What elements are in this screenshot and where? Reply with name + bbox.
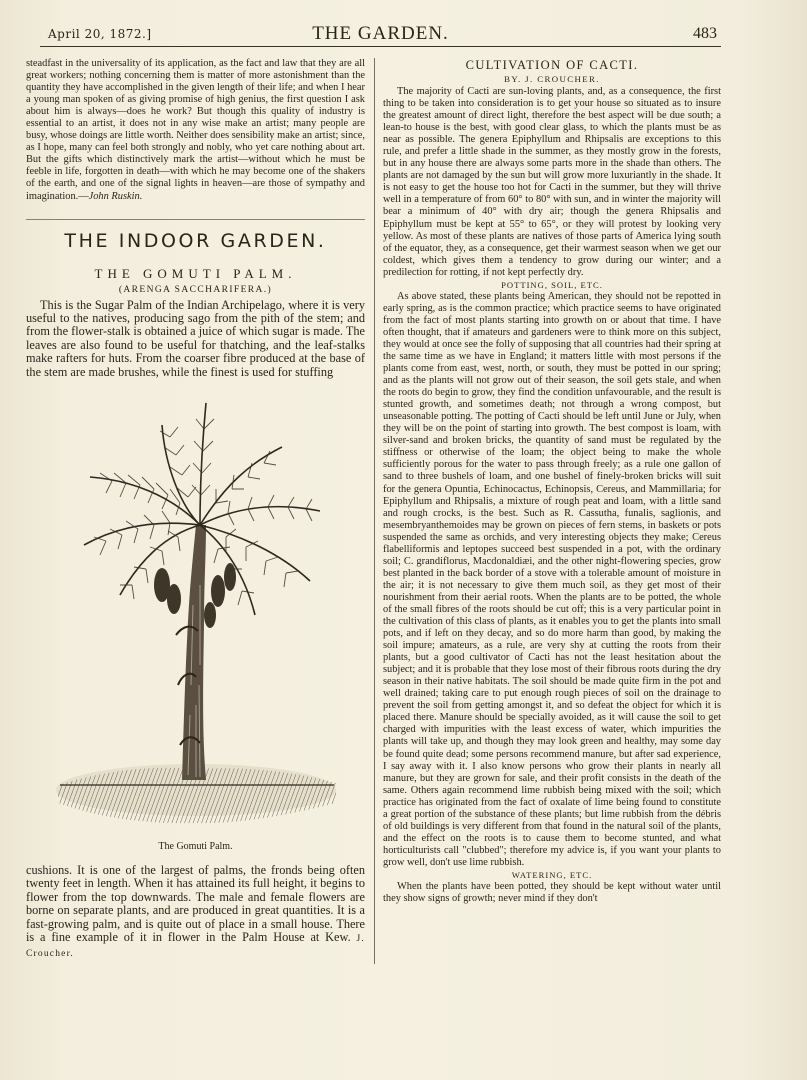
gomuti-paragraph-2-text: cushions. It is one of the largest of palms, the fronds being often twenty feet in length. When it has attained its full height, it begins to flower from the top downwards. The male and female flowers are borne on separate plants, and are produced in great quantities. It is a fast-growing palm, and is quite out of place in a small house. There is a fine example of it in flower in the Palm House at Kew. — [26, 863, 365, 945]
cacti-watering: When the plants have been potted, they should be kept without water until they show signs of growth; never mind if they don't — [383, 881, 721, 905]
article-subtitle: (ARENGA SACCHARIFERA.) — [118, 284, 273, 295]
cacti-potting: As above stated, these plants being American, they should not be repotted in early spring, as is the common practice; which practice seems to have originated from the fact of most plants starting into growth on or about that time. I have often thought, that if amateurs and gardeners were to think more on this subject, they would at once see the folly of supposing that all countries had their spring at the same time as we have in England; it matters little with most persons if the plants come from east, west, north, or south, they must be potted in our spring; and as the plants will not grow out of their season, the soil gets stale, and when the roots do begin to grow, they find the condition unfavourable, and the result is stunted growth, and sometimes death; not through a wrong compost, but unseasonable potting. The potting of Cacti should be left until June or July, when they will be on the point of starting into growth. The best compost is loam, with silver-sand and broken bricks, the quantity of sand must be regulated by the stiffness or otherwise of the loam; the object being to make the whole sufficiently porous for the water to pass through freely; as a rule one gallon of sand to three bushels of loam, and one bushel of finely-broken bricks will suit for the genera Opuntia, Echinocactus, Echinopsis, Cereus, and Mammillaria; for Epiphyllum and Rhipsalis, a mixture of rough peat and loam, with a little sand and rough crocks, is the best. Such as R. Cassutha, funalis, saglionis, and mesembryanthemoides may be grown on pieces of fern stems, in baskets or pots suspended the same as orchids, and very interesting objects they make; Cereus flabelliformis and leptopes succeed best suspended in a pot, with the ordinary soil; C. grandiflorus, Macdonaldiæi, and the other night-flowering species, grow best planted in the back border of a stove with a tolerable amount of moisture in the air; it is not necessary to give them much soil, as they get most of their nourishment from their aerial roots. When the plants are to be potted, the whole of the small fibres of the roots should be cut off; this is a very particular point in the cultivation of this class of plants, as it enables you to get the plants into small pots, and if left on they decay, and so do more harm than good, by making the soil impure; amateurs, as a rule, are very shy at cutting the roots from their plants, but a good cultivator of Cacti has not the least hesitation about the subject; and it is probable that they lose most of their fibrous roots during the dry season in their native habitats. The soil should be made quite firm in the pot and well drained; taking care to put enough rough pieces of soil on the drainage to prevent the soil from getting amongst it, and so defeat the object for which it is placed there. Manure should be specially avoided, as it will cause the soil to get charged with impurities with the least excess of water, which impurities the plants will take up, and though they may look green and healthy, may some day be found quite dead; some persons recommend manure, but after sad experience, I say away with it. I also know persons who grow their plants in nearly all manure, but they are grown for sale, and their profit consists in the death of the same. Others again recommend lime rubbish being mixed with the soil; which practice has originated from the fact of oxalate of lime being found to constitute a great portion of the substance of these plants; but lime rubbish from the débris of old buildings is very different from that found in the natural soil of the plants, and the effect on the roots is to cause them to become stunted, and what horticulturists call "clubbed"; therefore my advice is, if you want your plants to grow well, don't use lime rubbish. — [383, 290, 721, 868]
left-column — [26, 58, 365, 962]
masthead-title: THE GARDEN. — [312, 23, 449, 44]
page-header — [40, 22, 721, 47]
gomuti-paragraph-1: This is the Sugar Palm of the Indian Archipelago, where it is very useful to the natives, producing sago from the pith of the stem; and from the flower-stalk is obtained a juice of which sugar is made. The leaves are also found to be useful for thatching, and the leaf-stalks make rafters for huts. From the coarser fibre produced at the base of the stem are made brushes, while the finest is used for stuffing — [26, 297, 365, 379]
issue-date: April 20, 1872.] — [48, 27, 152, 41]
author-signature: J. Croucher. — [26, 934, 365, 960]
column-divider — [374, 58, 375, 964]
gomuti-paragraph-2 — [26, 864, 365, 962]
cacti-byline: BY. J. CROUCHER. — [504, 74, 600, 84]
right-column — [383, 58, 721, 905]
subhead-potting: POTTING, SOIL, ETC. — [501, 279, 603, 290]
article-title: THE GOMUTI PALM. — [94, 265, 297, 281]
page-number: 483 — [693, 25, 717, 42]
ruskin-quote — [26, 58, 365, 203]
cacti-article-title: CULTIVATION OF CACTI. — [465, 58, 639, 72]
ruskin-author: John Ruskin. — [88, 190, 143, 202]
palm-illustration — [50, 385, 342, 841]
figure-caption: The Gomuti Palm. — [158, 841, 233, 852]
ruskin-quote-text: steadfast in the universality of its application, as the fact and law that they are all great workers; nothing concerning them is matter of more astonishment than the quantity they have accomplished in the given length of their life; and when I hear a young man spoken of as giving promise of high genius, the first question I ask about him is always—does he work? But though this quality of industry is essential to an artist, it does not in any wise make an artist; many people are busy, whose doings are little worth. Neither does sensibility make an artist; since, as I hope, many can feel both strongly and nobly, who yet care nothing about art. But the gifts which distinctively mark the artist—without which he must be feeble in life, forgotten in death—with which he may become one of the shakers of the earth, and one of the signal lights in heaven—are those of sympathy and imagination.— — [26, 58, 365, 202]
palm-engraving — [50, 385, 342, 841]
cacti-intro: The majority of Cacti are sun-loving plants, and, as a consequence, the first thing to be taken into consideration is to get your house so situated as to insure the greatest amount of direct light, therefore the best aspect will be due south; a lean-to house is the best, with good clear glass, to which the plants must be as near as possible. The genera Epiphyllum and Rhipsalis are exceptions to this rule, and prefer a little shade in the summer, as they mostly grow in the forests, but in any house there are always some parts more in the shade than others. The plants are not damaged by the sun but will grow more luxuriantly in the shade. It is not easy to get the house too hot for Cacti in the summer, but they will thrive well in a temperature of from 60° to 80° with sun, and in winter the majority will bear a minimum of 40° with dry air; though the genera Rhipsalis and Epiphyllum must be kept at 55° to 65°, or they will protest by looking very yellow. As most of these plants are natives of those parts of America lying south of the equator, they, as a consequence, get their warmest season when we get our coldest, which gives them a tendency to grow during our winter; and a predilection for rotting, if not kept perfectly dry. — [383, 86, 721, 278]
subhead-watering: WATERING, ETC. — [511, 870, 593, 880]
section-title: THE INDOOR GARDEN. — [26, 219, 365, 252]
